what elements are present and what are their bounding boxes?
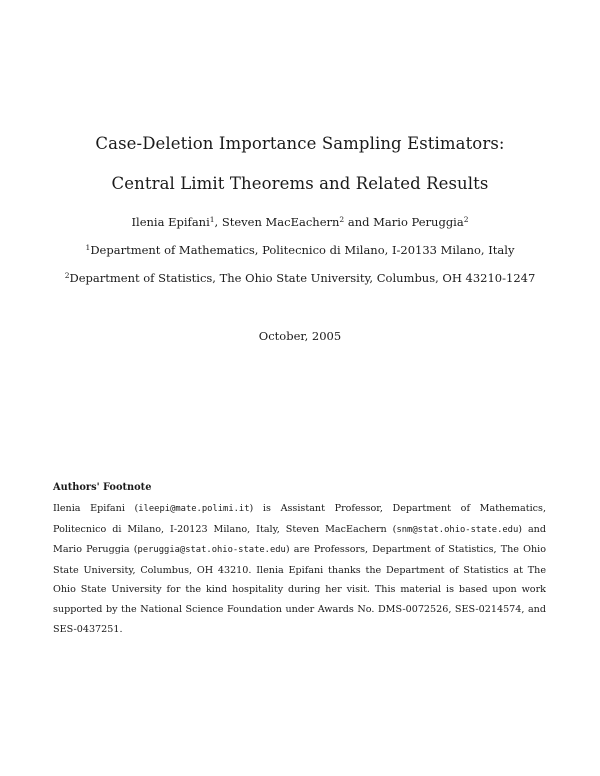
affiliation-1 xyxy=(0,243,600,257)
email-maceachern: snm@stat.ohio-state.edu xyxy=(396,524,519,535)
publication-date: October, 2005 xyxy=(258,329,342,343)
author-name: Ilenia Epifani xyxy=(131,215,210,229)
author-separator: and xyxy=(344,215,374,229)
affiliation-text: Department of Mathematics, Politecnico di Milano, I-20133 Milano, Italy xyxy=(90,243,515,257)
paper-title-line-1: Case-Deletion Importance Sampling Estimators: xyxy=(95,134,505,153)
footnote-text: Ilenia Epifani ( xyxy=(53,503,139,514)
author-affiliation-mark: 2 xyxy=(463,215,469,224)
footnote-text: ) are Professors, Department of Statistics, The Ohio State University, Columbus, OH 43210. Ilenia Epifani thanks the Department of Statistics at The Ohio State University for the kind hospitality during her visit. This material is based upon work supported by the National Science Foundation under Awards No. DMS-0072526, SES-0214574, and SES-0437251. xyxy=(53,544,547,635)
footnote-heading: Authors' Footnote xyxy=(53,482,152,493)
email-peruggia: peruggia@stat.ohio-state.edu xyxy=(137,545,286,556)
affiliation-2 xyxy=(0,271,600,285)
author-name: Steven MacEachern xyxy=(221,215,340,229)
affiliation-mark: 2 xyxy=(64,271,70,280)
author-affiliation-mark: 1 xyxy=(209,215,215,224)
affiliation-text: Department of Statistics, The Ohio State University, Columbus, OH 43210-1247 xyxy=(69,271,536,285)
affiliation-mark: 1 xyxy=(85,243,91,252)
author-affiliation-mark: 2 xyxy=(339,215,345,224)
author-list xyxy=(0,215,600,229)
author-name: Mario Peruggia xyxy=(373,215,464,229)
footnote-text: ) is Assistant Professor, Department of Mathematics, Politecnico di Milano, I-20123 Milano, Italy, Steven MacEachern ( xyxy=(53,503,546,535)
email-epifani: ileepi@mate.polimi.it xyxy=(138,504,250,514)
footnote-text: ) and Mario Peruggia ( xyxy=(53,523,546,556)
footnote-body xyxy=(53,499,546,639)
paper-title-line-2: Central Limit Theorems and Related Results xyxy=(111,174,489,193)
author-separator: , xyxy=(214,215,222,229)
